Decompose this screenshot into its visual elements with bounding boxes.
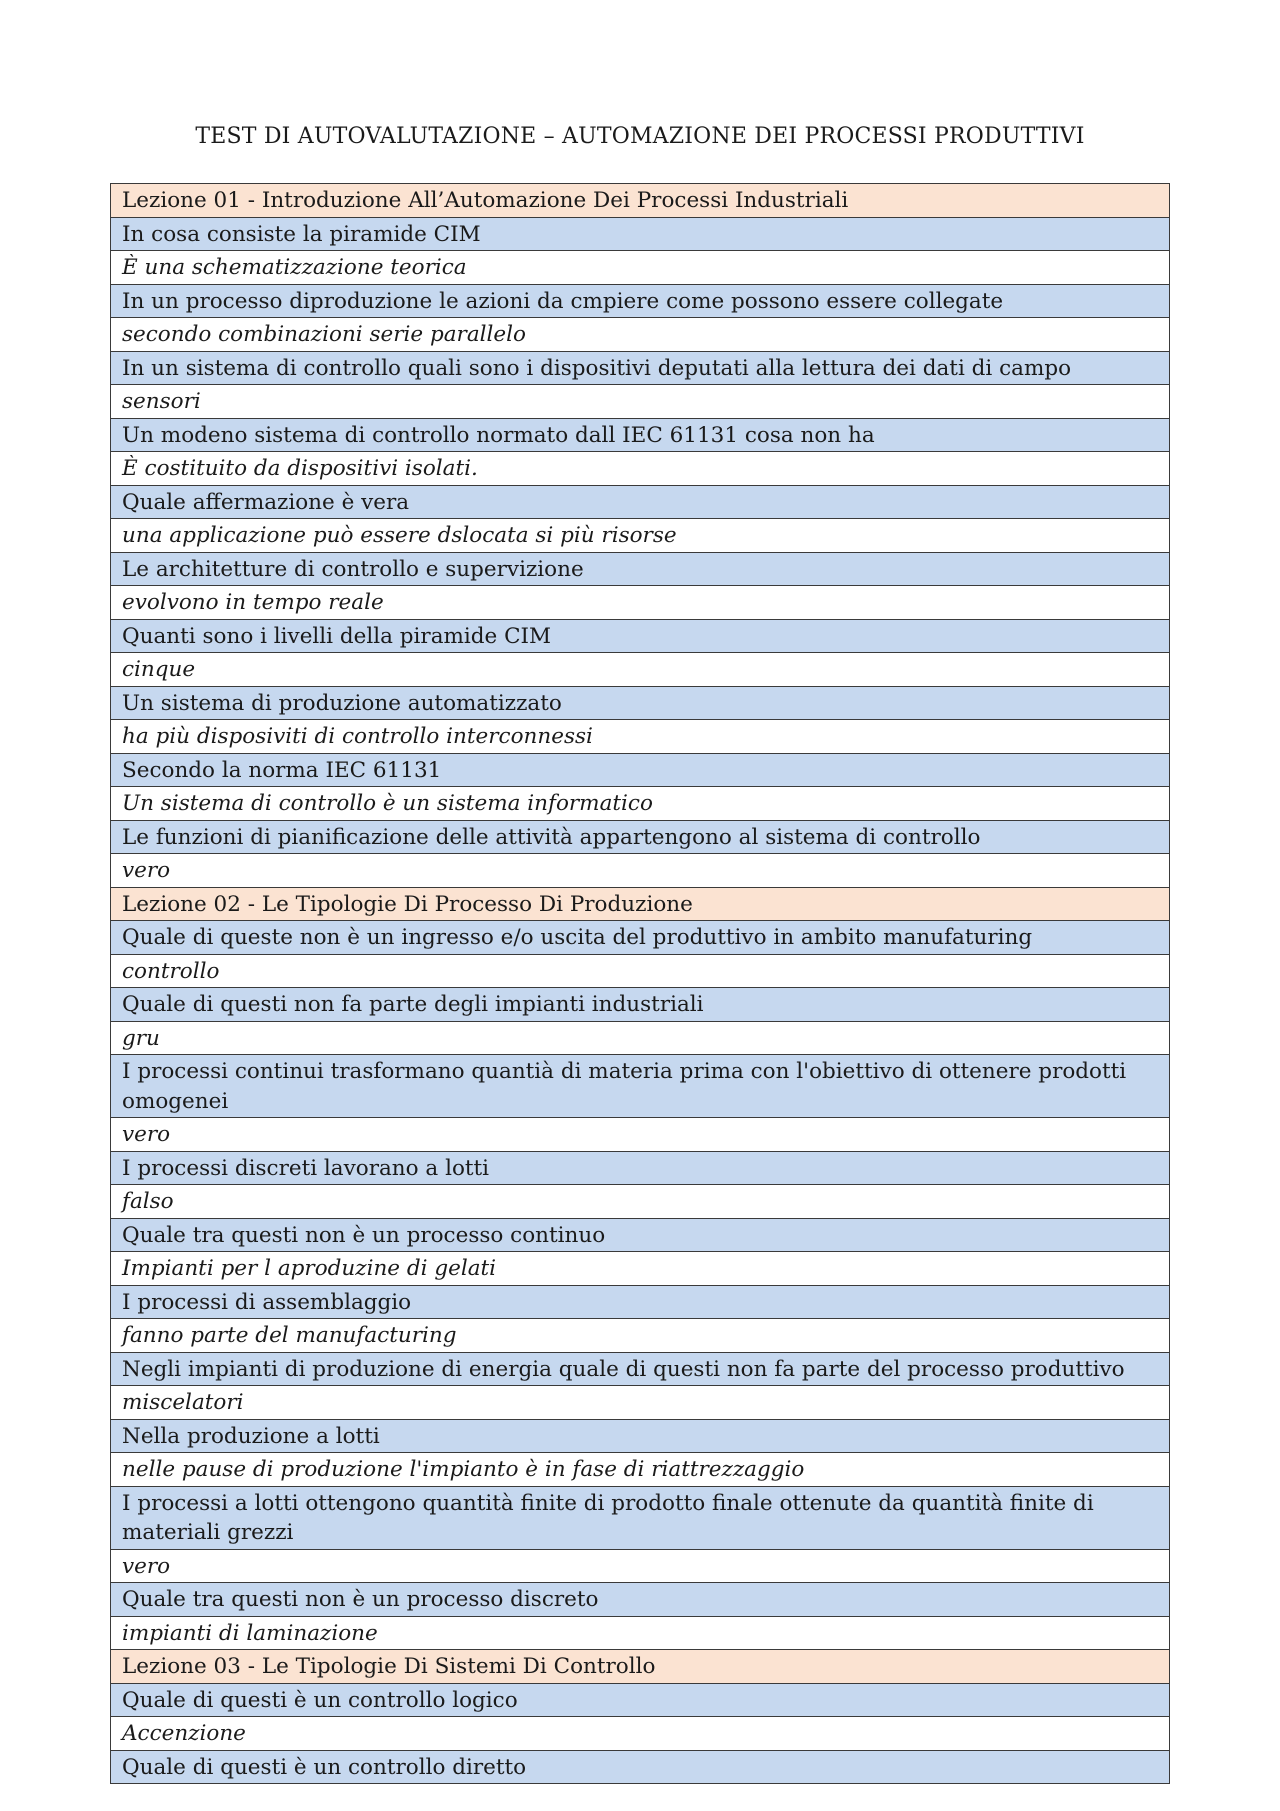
question-row: [111, 217, 1170, 251]
question-text: In cosa consiste la piramide CIM: [111, 217, 1170, 251]
question-row: [111, 686, 1170, 720]
question-text: Quale di queste non è un ingresso e/o uscita del produttivo in ambito manufaturing: [111, 921, 1170, 955]
question-text: Un sistema di produzione automatizzato: [111, 686, 1170, 720]
answer-row: [111, 586, 1170, 620]
question-text: Quale di questi è un controllo logico: [111, 1683, 1170, 1717]
answer-row: [111, 452, 1170, 486]
question-text: Quale di questi non fa parte degli impianti industriali: [111, 988, 1170, 1022]
question-row: [111, 753, 1170, 787]
answer-text: secondo combinazioni serie parallelo: [111, 318, 1170, 352]
answer-row: [111, 954, 1170, 988]
lesson-header-row: [111, 1650, 1170, 1684]
lesson-header-row: [111, 184, 1170, 218]
answer-text: Accenzione: [111, 1717, 1170, 1751]
question-text: I processi discreti lavorano a lotti: [111, 1151, 1170, 1185]
answer-text: vero: [111, 1549, 1170, 1583]
lesson-header-row: [111, 887, 1170, 921]
lesson-title: Lezione 03 - Le Tipologie Di Sistemi Di Controllo: [111, 1650, 1170, 1684]
answer-text: vero: [111, 1118, 1170, 1152]
answer-row: [111, 1252, 1170, 1286]
answer-row: [111, 519, 1170, 553]
question-text: Quale tra questi non è un processo discreto: [111, 1583, 1170, 1617]
answer-text: Impianti per l aproduzine di gelati: [111, 1252, 1170, 1286]
answer-row: [111, 1021, 1170, 1055]
answer-text: ha più disposiviti di controllo interconnessi: [111, 720, 1170, 754]
question-text: Quanti sono i livelli della piramide CIM: [111, 619, 1170, 653]
question-text: Le architetture di controllo e supervizione: [111, 552, 1170, 586]
answer-text: falso: [111, 1185, 1170, 1219]
question-row: [111, 1419, 1170, 1453]
question-row: [111, 284, 1170, 318]
answer-text: sensori: [111, 385, 1170, 419]
question-row: [111, 418, 1170, 452]
answer-row: [111, 1453, 1170, 1487]
answer-text: È una schematizzazione teorica: [111, 251, 1170, 285]
answer-text: miscelatori: [111, 1386, 1170, 1420]
lesson-title: Lezione 02 - Le Tipologie Di Processo Di Produzione: [111, 887, 1170, 921]
question-row: [111, 1750, 1170, 1784]
question-text: Negli impianti di produzione di energia quale di questi non fa parte del processo produttivo: [111, 1352, 1170, 1386]
answer-text: una applicazione può essere dslocata si più risorse: [111, 519, 1170, 553]
answer-text: È costituito da dispositivi isolati.: [111, 452, 1170, 486]
question-row: [111, 1218, 1170, 1252]
question-text: Secondo la norma IEC 61131: [111, 753, 1170, 787]
question-row: [111, 619, 1170, 653]
answer-text: Un sistema di controllo è un sistema informatico: [111, 787, 1170, 821]
question-text: Quale tra questi non è un processo continuo: [111, 1218, 1170, 1252]
question-row: [111, 1683, 1170, 1717]
question-text: I processi continui trasformano quantià di materia prima con l'obiettivo di ottenere prodotti omogenei: [111, 1055, 1170, 1118]
question-row: [111, 1055, 1170, 1118]
answer-row: [111, 854, 1170, 888]
question-row: [111, 1352, 1170, 1386]
question-text: I processi a lotti ottengono quantità finite di prodotto finale ottenute da quantità finite di materiali grezzi: [111, 1486, 1170, 1549]
answer-row: [111, 720, 1170, 754]
question-row: [111, 1583, 1170, 1617]
question-row: [111, 1486, 1170, 1549]
question-row: [111, 1151, 1170, 1185]
qa-table: [110, 183, 1170, 1784]
question-text: Le funzioni di pianificazione delle attività appartengono al sistema di controllo: [111, 820, 1170, 854]
answer-row: [111, 1616, 1170, 1650]
answer-text: fanno parte del manufacturing: [111, 1319, 1170, 1353]
question-row: [111, 351, 1170, 385]
qa-table-body: [111, 184, 1170, 1784]
question-text: Nella produzione a lotti: [111, 1419, 1170, 1453]
answer-text: nelle pause di produzione l'impianto è in fase di riattrezzaggio: [111, 1453, 1170, 1487]
question-row: [111, 988, 1170, 1022]
answer-row: [111, 787, 1170, 821]
lesson-title: Lezione 01 - Introduzione All’Automazione Dei Processi Industriali: [111, 184, 1170, 218]
question-row: [111, 552, 1170, 586]
answer-text: gru: [111, 1021, 1170, 1055]
question-text: Un modeno sistema di controllo normato dall IEC 61131 cosa non ha: [111, 418, 1170, 452]
answer-row: [111, 1386, 1170, 1420]
answer-text: controllo: [111, 954, 1170, 988]
answer-text: evolvono in tempo reale: [111, 586, 1170, 620]
answer-row: [111, 385, 1170, 419]
answer-row: [111, 1118, 1170, 1152]
answer-row: [111, 1319, 1170, 1353]
question-text: I processi di assemblaggio: [111, 1285, 1170, 1319]
answer-text: impianti di laminazione: [111, 1616, 1170, 1650]
question-text: In un processo diproduzione le azioni da cmpiere come possono essere collegate: [111, 284, 1170, 318]
question-row: [111, 1285, 1170, 1319]
document-title: TEST DI AUTOVALUTAZIONE – AUTOMAZIONE DEI PROCESSI PRODUTTIVI: [195, 124, 1085, 149]
answer-row: [111, 1549, 1170, 1583]
answer-row: [111, 653, 1170, 687]
question-text: Quale affermazione è vera: [111, 485, 1170, 519]
question-row: [111, 921, 1170, 955]
answer-row: [111, 318, 1170, 352]
question-row: [111, 485, 1170, 519]
answer-text: vero: [111, 854, 1170, 888]
answer-row: [111, 1717, 1170, 1751]
question-text: In un sistema di controllo quali sono i dispositivi deputati alla lettura dei dati di campo: [111, 351, 1170, 385]
answer-row: [111, 251, 1170, 285]
question-text: Quale di questi è un controllo diretto: [111, 1750, 1170, 1784]
answer-text: cinque: [111, 653, 1170, 687]
answer-row: [111, 1185, 1170, 1219]
question-row: [111, 820, 1170, 854]
